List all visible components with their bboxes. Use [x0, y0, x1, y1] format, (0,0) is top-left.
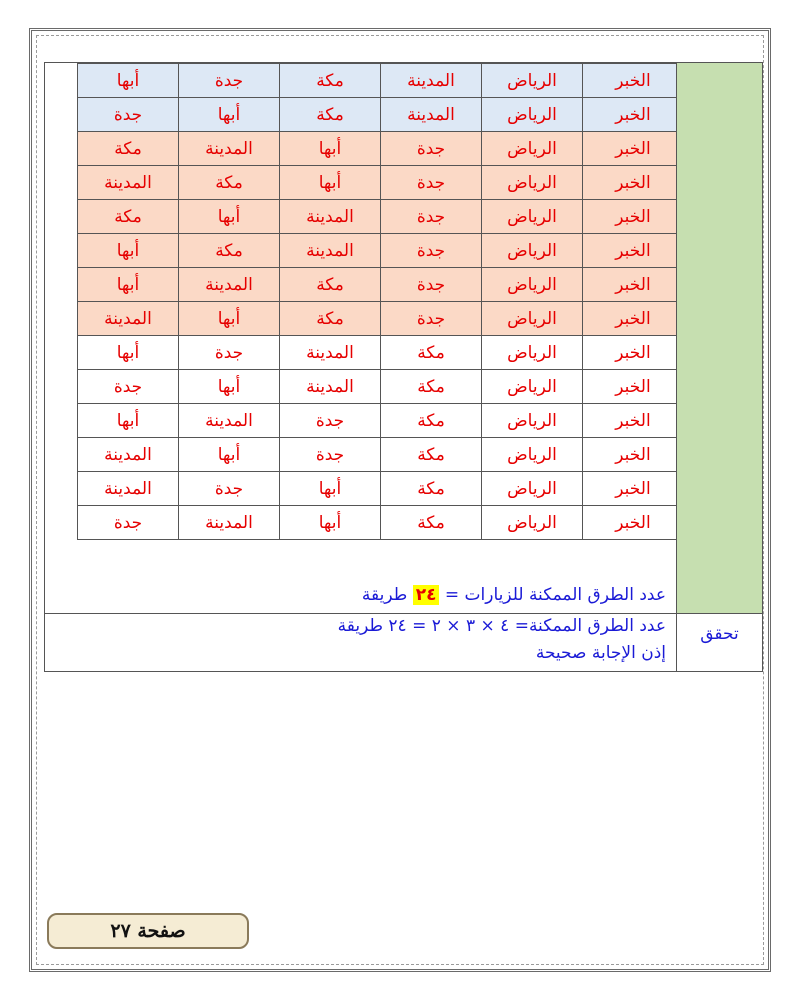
table-cell: مكة [381, 438, 482, 472]
table-cell: الرياض [482, 98, 583, 132]
table-cell: المدينة [381, 98, 482, 132]
table-cell: الرياض [482, 268, 583, 302]
routes-table [77, 63, 684, 540]
table-cell: المدينة [381, 64, 482, 98]
table-row [78, 370, 684, 404]
section-divider [45, 613, 762, 614]
table-row [78, 302, 684, 336]
table-cell: الرياض [482, 404, 583, 438]
table-cell: الرياض [482, 370, 583, 404]
table-cell: مكة [280, 302, 381, 336]
table-row [78, 336, 684, 370]
table-cell: أبها [78, 404, 179, 438]
table-cell: جدة [78, 506, 179, 540]
table-cell: الخبر [583, 98, 684, 132]
table-cell: جدة [179, 64, 280, 98]
table-cell: الرياض [482, 166, 583, 200]
table-cell: أبها [179, 302, 280, 336]
table-row [78, 404, 684, 438]
count-statement [362, 585, 666, 605]
table-cell: جدة [381, 166, 482, 200]
table-cell: مكة [381, 370, 482, 404]
table-cell: الخبر [583, 404, 684, 438]
table-cell: المدينة [179, 132, 280, 166]
table-cell: المدينة [280, 200, 381, 234]
count-suffix: طريقة [361, 585, 413, 605]
table-cell: الرياض [482, 234, 583, 268]
table-cell: الخبر [583, 234, 684, 268]
table-cell: الخبر [583, 438, 684, 472]
table-cell: مكة [280, 98, 381, 132]
green-label-column [676, 63, 762, 613]
table-cell: الرياض [482, 438, 583, 472]
table-cell: جدة [179, 336, 280, 370]
table-cell: الخبر [583, 64, 684, 98]
table-cell: مكة [280, 268, 381, 302]
table-row [78, 268, 684, 302]
table-cell: أبها [280, 472, 381, 506]
table-row [78, 234, 684, 268]
table-cell: جدة [179, 472, 280, 506]
count-value-highlight: ٢٤ [413, 585, 440, 605]
table-cell: مكة [381, 472, 482, 506]
table-cell: جدة [381, 200, 482, 234]
count-prefix: عدد الطرق الممكنة للزيارات = [439, 585, 666, 605]
table-cell: الرياض [482, 64, 583, 98]
table-cell: مكة [179, 166, 280, 200]
table-cell: الخبر [583, 506, 684, 540]
verify-conclusion: إذن الإجابة صحيحة [535, 643, 666, 663]
verify-label-cell [676, 614, 762, 671]
table-row [78, 438, 684, 472]
table-cell: الخبر [583, 268, 684, 302]
table-cell: مكة [179, 234, 280, 268]
table-cell: الخبر [583, 336, 684, 370]
table-cell: الرياض [482, 132, 583, 166]
table-cell: المدينة [78, 438, 179, 472]
table-cell: مكة [381, 404, 482, 438]
table-cell: أبها [179, 438, 280, 472]
table-cell: مكة [381, 506, 482, 540]
table-cell: المدينة [179, 506, 280, 540]
table-cell: جدة [381, 132, 482, 166]
table-cell: الرياض [482, 336, 583, 370]
table-row [78, 506, 684, 540]
table-cell: مكة [78, 132, 179, 166]
table-cell: جدة [381, 268, 482, 302]
table-cell: أبها [179, 98, 280, 132]
table-cell: مكة [78, 200, 179, 234]
table-cell: المدينة [280, 370, 381, 404]
page-number-label: صفحة ٢٧ [47, 913, 249, 949]
table-cell: الخبر [583, 200, 684, 234]
table-cell: المدينة [78, 472, 179, 506]
table-cell: أبها [179, 370, 280, 404]
table-row [78, 98, 684, 132]
table-cell: جدة [78, 98, 179, 132]
table-row [78, 64, 684, 98]
table-cell: المدينة [280, 234, 381, 268]
table-cell: جدة [381, 302, 482, 336]
table-cell: أبها [78, 336, 179, 370]
table-cell: المدينة [179, 404, 280, 438]
table-cell: الرياض [482, 200, 583, 234]
table-cell: أبها [78, 234, 179, 268]
table-cell: جدة [78, 370, 179, 404]
table-cell: المدينة [179, 268, 280, 302]
table-cell: الرياض [482, 302, 583, 336]
table-cell: جدة [280, 438, 381, 472]
table-cell: أبها [280, 132, 381, 166]
table-row [78, 200, 684, 234]
table-cell: الخبر [583, 132, 684, 166]
table-cell: جدة [280, 404, 381, 438]
table-cell: أبها [179, 200, 280, 234]
table-cell: جدة [381, 234, 482, 268]
table-cell: أبها [78, 64, 179, 98]
table-cell: المدينة [78, 166, 179, 200]
table-cell: المدينة [78, 302, 179, 336]
table-cell: أبها [280, 166, 381, 200]
table-cell: أبها [78, 268, 179, 302]
table-cell: الخبر [583, 302, 684, 336]
table-cell: الخبر [583, 472, 684, 506]
verify-label: تحقق [700, 624, 739, 644]
verify-calculation: عدد الطرق الممكنة= ٤ × ٣ × ٢ = ٢٤ طريقة [337, 616, 666, 636]
table-cell: الخبر [583, 166, 684, 200]
table-row [78, 166, 684, 200]
table-cell: الرياض [482, 506, 583, 540]
main-table-frame [44, 62, 763, 672]
table-cell: الخبر [583, 370, 684, 404]
table-cell: مكة [280, 64, 381, 98]
table-row [78, 132, 684, 166]
table-row [78, 472, 684, 506]
table-cell: أبها [280, 506, 381, 540]
table-cell: الرياض [482, 472, 583, 506]
table-cell: مكة [381, 336, 482, 370]
table-cell: المدينة [280, 336, 381, 370]
